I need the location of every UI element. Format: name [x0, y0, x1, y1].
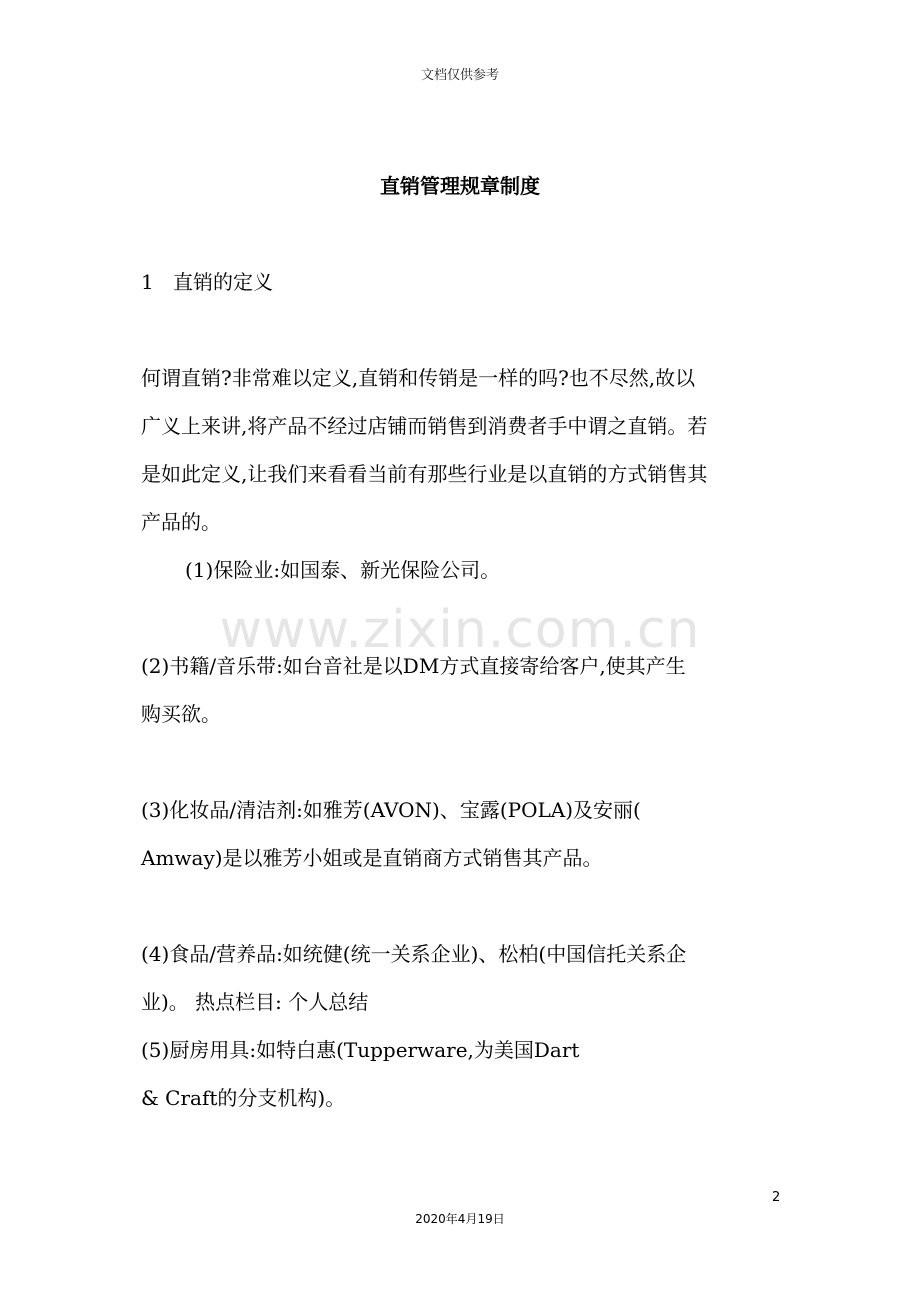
- page-number: 2: [772, 1190, 781, 1205]
- footer-date: 2020年4月19日: [415, 1212, 505, 1226]
- paragraph-line: (2)书籍/音乐带:如台音社是以DM方式直接寄给客户,使其产生: [141, 654, 686, 678]
- paragraph-line: 购买欲。: [141, 702, 221, 726]
- paragraph-line: (5)厨房用具:如特白惠(Tupperware,为美国Dart: [141, 1038, 580, 1062]
- list-item-1: [141, 546, 781, 594]
- list-item-2: [141, 642, 781, 738]
- document-title: 直销管理规章制度: [380, 174, 540, 198]
- paragraph-line: (4)食品/营养品:如统健(统一关系企业)、松柏(中国信托关系企: [141, 942, 687, 966]
- section-heading: [141, 266, 273, 295]
- list-item-3: [141, 786, 781, 882]
- list-item-4: [141, 930, 781, 1026]
- header-note: 文档仅供参考: [420, 68, 499, 83]
- paragraph-line: 是如此定义,让我们来看看当前有那些行业是以直销的方式销售其: [141, 462, 708, 486]
- paragraph-line: (3)化妆品/清洁剂:如雅芳(AVON)、宝露(POLA)及安丽(: [141, 798, 641, 822]
- watermark: www.zixin.com.cn: [219, 600, 701, 660]
- paragraph-line: Amway)是以雅芳小姐或是直销商方式销售其产品。: [141, 846, 603, 870]
- paragraph-line: (1)保险业:如国泰、新光保险公司。: [185, 558, 501, 582]
- paragraph-line: & Craft的分支机构)。: [141, 1086, 346, 1110]
- intro-paragraph: [141, 354, 781, 546]
- paragraph-line: 何谓直销?非常难以定义,直销和传销是一样的吗?也不尽然,故以: [141, 366, 696, 390]
- paragraph-line: 广义上来讲,将产品不经过店铺而销售到消费者手中谓之直销。若: [141, 414, 708, 438]
- section-number: 1: [141, 270, 154, 294]
- section-heading-text: 直销的定义: [173, 270, 273, 294]
- list-item-5: [141, 1026, 781, 1122]
- paragraph-line: 产品的。: [141, 510, 221, 534]
- paragraph-line: 业)。 热点栏目: 个人总结: [141, 990, 369, 1014]
